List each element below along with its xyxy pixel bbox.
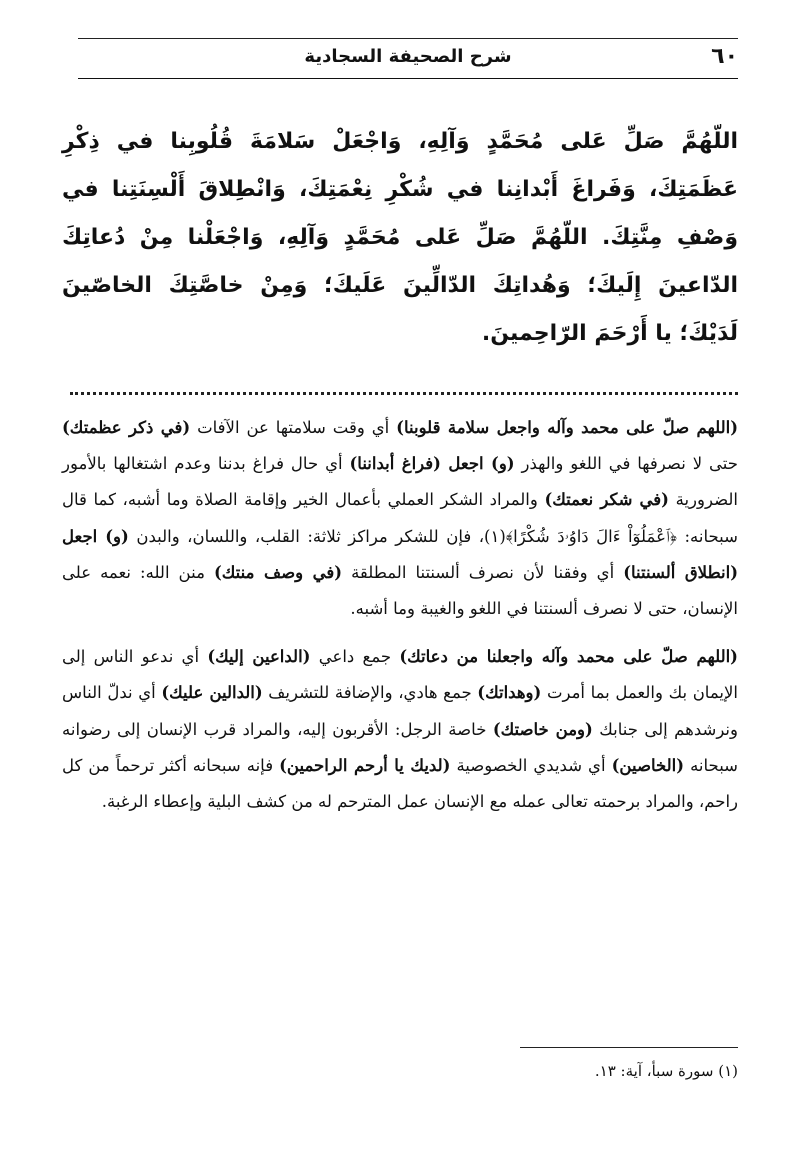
- dotted-separator: [70, 392, 738, 395]
- quoted-phrase: (و) اجعل (انطلاق ألسنتنا): [62, 526, 738, 582]
- explanation-text: أي ندلّ الناس ونرشدهم إلى جنابك: [62, 683, 738, 739]
- explanation-text: منن الله: نعمه على الإنسان، حتى لا نصرف ألسنتنا في اللغو والغيبة وما أشبه.: [62, 562, 738, 619]
- explanation-text: جمع هادي، والإضافة للتشريف: [262, 683, 478, 703]
- quoted-phrase: (اللهم صلّ على محمد وآله واجعل سلامة قلوبنا): [396, 418, 739, 437]
- page-header: [78, 44, 738, 78]
- explanation-text: جمع داعي: [310, 647, 400, 667]
- explanation-text: أي حال فراغ بدننا وعدم اشتغالها بالأمور الضرورية: [62, 454, 738, 510]
- explanation-text: أي ندعو الناس إلى الإيمان بك والعمل بما أمرت: [62, 647, 738, 703]
- explanation-text: خاصة الرجل: الأقربون إليه، والمراد قرب الإنسان إلى رضوانه سبحانه: [62, 719, 739, 775]
- commentary-paragraph-2: [62, 639, 738, 820]
- quoted-phrase: (الدالين عليك): [161, 683, 263, 703]
- explanation-text: أي وقت سلامتها عن الآفات: [190, 418, 397, 437]
- quoted-phrase: (في شكر نعمتك): [544, 490, 669, 510]
- explanation-text: أي وفقنا لأن نصرف ألسنتنا المطلقة: [342, 562, 624, 582]
- commentary: [62, 410, 738, 832]
- explanation-text: والمراد الشكر العملي بأعمال الخير وإقامة الصلاة وما أشبه، كما قال سبحانه: ﴿ٱعْمَلُوٓاْ ءَالَ دَاوُۥدَ شُكْرًا﴾(١)، فإن للشكر مراكز ثلاثة: القلب، واللسان، والبدن: [62, 490, 738, 546]
- quoted-phrase: (و) اجعل (فراغ أبداننا): [349, 454, 515, 474]
- page-number: ٦٠: [711, 44, 738, 69]
- quoted-phrase: (الخاصين): [611, 755, 685, 775]
- footnote-rule: [520, 1047, 738, 1048]
- explanation-text: فإنه سبحانه أكثر ترحماً من كل راحم، والمراد برحمته تعالى عمله مع الإنسان عمل المترحم له من كشف البلية وإعطاء الرغبة.: [62, 755, 738, 812]
- explanation-text: حتى لا نصرفها في اللغو والهذر: [514, 454, 738, 474]
- prayer-text: اللّهُمَّ صَلِّ عَلى مُحَمَّدٍ وَآلِهِ، وَاجْعَلْ سَلامَةَ قُلُوبِنا في ذِكْرِ عَظَمَتِكَ، وَفَراغَ أَبْدانِنا في شُكْرِ نِعْمَتِكَ، وَانْطِلاقَ أَلْسِنَتِنا في وَصْفِ مِنَّتِكَ. اللّهُمَّ صَلِّ عَلى مُحَمَّدٍ وَآلِهِ، وَاجْعَلْنا مِنْ دُعاتِكَ الدّاعينَ إِلَيكَ؛ وَهُداتِكَ الدّالِّينَ عَلَيكَ؛ وَمِنْ خاصَّتِكَ الخاصّينَ لَدَيْكَ؛ يا أَرْحَمَ الرّاحِمينَ.: [62, 129, 738, 346]
- commentary-paragraph-1: [62, 410, 738, 627]
- explanation-text: أي شديدي الخصوصية: [450, 755, 612, 775]
- quoted-phrase: (ومن خاصتك): [492, 719, 593, 739]
- quoted-phrase: (وهداتك): [477, 683, 542, 703]
- header-rule: [78, 78, 738, 79]
- quoted-phrase: (الداعين إليك): [207, 647, 311, 667]
- footnote: (١) سورة سبأ، آية: ١٣.: [594, 1062, 738, 1080]
- top-rule: [78, 38, 738, 39]
- running-title: شرح الصحيفة السجادية: [304, 46, 512, 67]
- quoted-phrase: (في ذكر عظمتك): [62, 418, 191, 437]
- quoted-phrase: (اللهم صلّ على محمد وآله واجعلنا من دعاتك): [399, 647, 738, 667]
- quoted-phrase: (لديك يا أرحم الراحمين): [279, 755, 451, 775]
- quoted-phrase: (في وصف منتك): [213, 562, 343, 582]
